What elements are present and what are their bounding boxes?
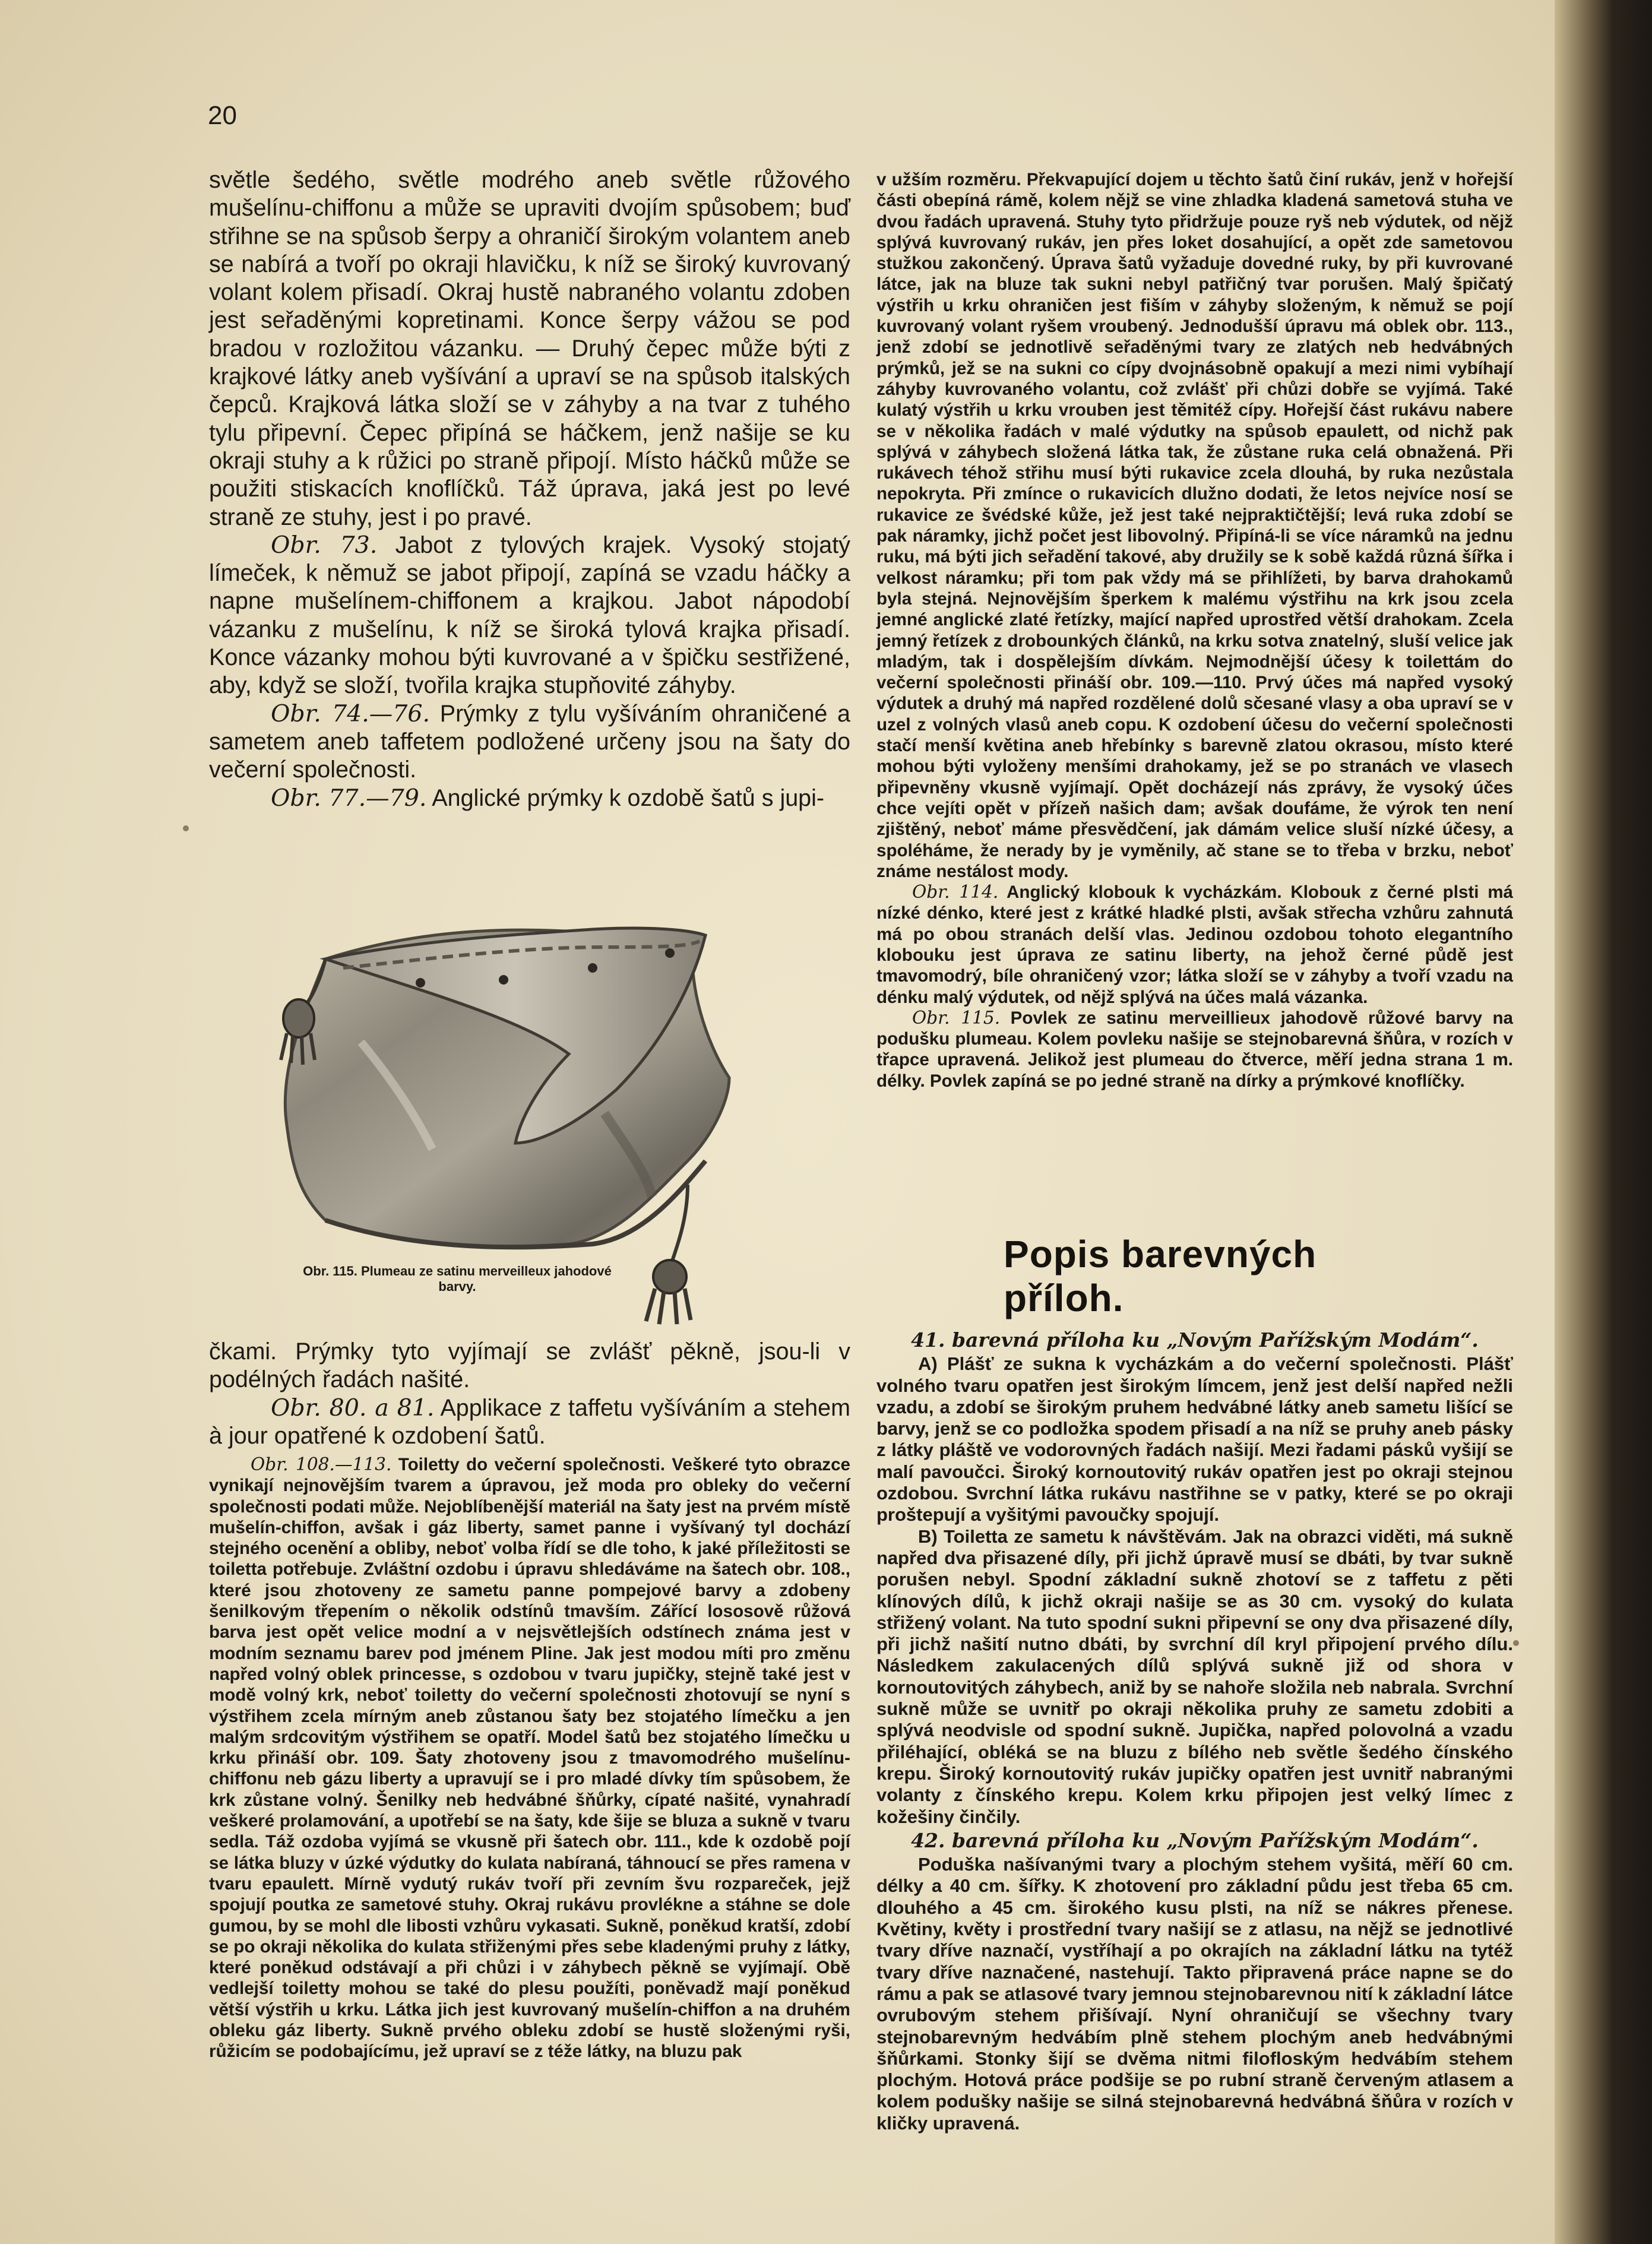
left-column-top: [209, 166, 850, 812]
figure-label: Obr. 114.: [912, 882, 999, 903]
left-paragraph-obr74: [209, 700, 850, 784]
left-paragraph-obr80: [209, 1394, 850, 1451]
button-dot: [499, 975, 508, 985]
left-paragraph-obr77: [209, 784, 850, 812]
paragraph-text: Toiletty do večerní společnosti. Veškeré tyto obrazce vynikají nejnovějším tvarem a úpravou, jež moda pro obleky do večerní společnosti podati může. Nejoblíbenější materiál na šaty jest na prvém místě mušelín-chiffon, avšak i gáz liberty, samet panne i vyšívaný tyl dochází stejného ocenění a obliby, neboť volba řídí se dle toho, k jaké příležitosti se toiletta potřebuje. Zvláštní ozdobu i úpravu shledáváme na šatech obr. 108., které jsou zhotoveny ze sametu panne pompejové barvy a zdobeny šenilkovým třepením o několik odstínů tmavším. Zářící lososově růžová barva jest opět velice modní a v nejsvětlejších odstínech známa jest v modním seznamu barev pod jménem Pline. Jak jest modou míti pro změnu napřed volný oblek princesse, s ozdobou v tvaru jupičky, stejně také jest v modě volný krk, neboť toiletty do večerní společnosti zhotovují se nyní s výstřihem zcela mírným aneb zůstanou šaty bez stojatého límečku a jen malým srdcovitým výstřihem se opatří. Model šatů bez stojatého límečku u krku přináší obr. 109. Šaty zhotoveny jsou z tmavomodrého mušelínu-chiffonu neb gázu liberty a upravují se i pro mladé dívky tím spůsobem, že krk zůstane volný. Šenilky neb hedvábné šňůrky, cípaté našité, vynahradí veškeré prolamování, a upotřebí se na šaty, kde šije se bluza a sukně v tvaru sedla. Táž ozdoba vyjímá se vkusně při šatech obr. 111., kde k ozdobě pojí se látka bluzy v úzké výdutky do kulata nabíraná, táhnoucí se přes ramena v tvaru epaulett. Mírně vydutý rukáv tvoří při zevním švu rozpareček, jejž spojují poutka ze sametové stuhy. Okraj rukávu provlékne a stáhne se dole gumou, by se mohl dle libosti vzhůru vykasati. Sukně, poněkud kratší, zdobí se po okraji několika do kulata střiženými přes sebe kladenými pruhy z látky, které poněkud odstávají a při chůzi i v záhybech pěkně se vyjímají. Obě vedlejší toiletty mohou se také do plesu použíti, poněvadž mají poněkud větší výstřih u krku. Látka jich jest kuvrovaný mušelín-chiffon a na druhém obleku gáz liberty. Sukně prvého obleku zdobí se hustě složenými ryši, růžicím se podobajícímu, jež upraví se z téže látky, na bluzu pak: [209, 1455, 850, 2062]
paragraph-text: Prýmky z tylu vyšíváním ohraničené a sametem aneb taffetem podložené určeny jsou na šaty do večerní společnosti.: [209, 700, 850, 783]
supplement-42-title: 42. barevná příloha ku „Novým Pařížským Modám“.: [911, 1828, 1479, 1852]
paragraph-text: Anglický klobouk k vycházkám. Klobouk z černé plsti má nízké dénko, které jest z krátké hladké plsti, avšak střecha vzhůru zahnutá má po obou stranách delší vlas. Jedinou ozdobou tohoto elegantního klobouku jest úprava ze satinu liberty, na jehož černé půdě jest tmavomodrý, bíle ohraničený vzor; látka složí se v záhyby a tvoří vzadu na dénku malý výdutek, od nějž splývá na účes malá vázanka.: [876, 882, 1513, 1007]
right-paragraph-obr114: [876, 882, 1513, 1008]
paragraph-text: Applikace z taffetu vyšíváním a stehem à jour opatřené k ozdobení šatů.: [209, 1394, 850, 1449]
button-dot: [665, 948, 675, 958]
left-paragraph-obr108: [209, 1454, 850, 2062]
left-paragraph-1: světle šedého, světle modrého aneb světle růžového mušelínu-chiffonu a může se upraviti dvojím spůsobem; buď střihne se na spůsob šerpy a ohraničí širokým volantem aneb se nabírá a tvoří po okraji hlavičku, k níž se široký kuvrovaný volant kolem přisadí. Okraj hustě nabraného volantu zdoben jest seřaděnými kopretinami. Konce šerpy vážou se pod bradou v rozložitou vázanku. — Druhý čepec může býti z krajkové látky aneb vyšívání a upraví se na spůsob italských čepců. Krajková látka složí se v záhyby a na tvar z tuhého tylu připevní. Čepec připíná se háčkem, jenž našije se ku okraji stuhy a k růžici po straně připojí. Místo háčků může se použiti stiskacích knoflíčků. Táž úprava, jaká jest po levé straně ze stuhy, jest i po pravé.: [209, 167, 850, 530]
left-paragraph-5: čkami. Prýmky tyto vyjímají se zvlášť pěkně, jsou-li v podélných řadách našité.: [209, 1338, 850, 1393]
print-speck: [183, 825, 189, 831]
paragraph-text: Anglické prýmky k ozdobě šatů s jupi-: [432, 784, 825, 811]
figure-label: Obr. 108.—113.: [251, 1454, 392, 1474]
supplement-42-text: Poduška našívanými tvary a plochým stehem vyšitá, měří 60 cm. délky a 40 cm. šířky. K zhotovení pro základní půdu jest třeba 65 cm. dlouhého a 45 cm. širokého kusu plsti, na níž se nákres přenese. Květiny, květy i prostřední tvary našijí se z atlasu, na nějž se jednotlivé tvary dříve naznačí, vystříhají a po okrajích na základní látku na tytéž tvary dříve naznačené, nastehují. Takto připravená práce napne se do rámu a pak se atlasové tvary jemnou stejnobarevnou nití k základní látce ovrubovým stehem přišívají. Nyní ohraničují se všechny tvary stejnobarevným hedvábím plně stehem plochým aneb hedvábnými šňůrkami. Stonky šijí se dvěma nitmi filofloským hedvábím stehem plochým. Hotová práce podšije se po rubní straně červeným atlasem a kolem podušky našije se silná stejnobarevná hedvábná šňůra v rozích v kličky upravená.: [876, 1854, 1513, 2134]
supplement-41-b: B) Toiletta ze sametu k návštěvám. Jak na obrazci viděti, má sukně napřed dva přisazené díly, při jichž úpravě musí se dbáti, by tvar sukně porušen nebyl. Spodní základní sukně zhotoví se z taffetu z pěti klínových dílů, k jichž okraji našije se as 30 cm. vysoký do kulata střižený volant. Na tuto spodní sukni připevní se ony dva přisazené díly, při jichž našití nutno dbáti, by svrchní díl kryl připojení prvého dílu. Následkem zakulacených dílů splývá sukně již od shora v kornoutovitých záhybech, aniž by se nahoře složila neb nabrala. Svrchní sukně může se uvnitř po okraji několika pruhy ze sametu zdobiti a splývá neodvisle od spodní sukně. Jupička, napřed polovolná a vzadu přiléhající, obléká se na bluzu z bílého neb světle šedého čínského krepu. Široký kornoutovitý rukáv jupičky opatřen jest uvnitř nabranými volanty z čínského krepu. Kolem krku připojen jest velký límec z kožešiny činčily.: [876, 1525, 1513, 1827]
left-column-bottom: [209, 1454, 850, 2062]
pillow-illustration: [236, 864, 759, 1327]
figure-label: Obr. 77.—79.: [271, 784, 427, 812]
supplement-41-a: A) Plášť ze sukna k vycházkám a do večerní společnosti. Plášť volného tvaru opatřen jest širokým límcem, jenž jest delší napřed nežli vzadu, a zdobí se širokým pruhem hedvábné látky aneb sametu lišící se barvy, jenž se co podložka spodem přisadí a na níž se pruhy aneb pásky z látky pláště ve vodorovných řadách našijí. Mezi řadami pásků vyšijí se malí pavoučci. Široký kornoutovitý rukáv opatřen jest po okraji stejnou ozdobou. Svrchní látka rukávu nastřihne se v patky, které se po okraji proštepují a vyšitými pavoučky spojují.: [876, 1353, 1513, 1525]
left-paragraph-obr73: [209, 531, 850, 700]
print-speck: [1513, 1640, 1519, 1646]
right-column-top: [876, 169, 1513, 1091]
page-number: 20: [208, 101, 237, 130]
book-gutter-shadow: [1555, 0, 1652, 2244]
right-column-bottom: [876, 1327, 1513, 2134]
figure-label: Obr. 74.—76.: [271, 700, 431, 727]
figure-label: Obr. 73.: [271, 531, 378, 559]
right-paragraph-1: v užším rozměru. Překvapující dojem u těchto šatů činí rukáv, jenž v hořejší části obepíná rámě, kolem nějž se vine zhladka kladená sametová stuha ve dvou řadách upravená. Stuhy tyto přidržuje pouze ryš neb výdutek, od nějž splývá kuvrovaný rukáv, jen přes loket dosahující, a opět zde sametovou stužkou zakončený. Úprava šatů vyžaduje dovedné ruky, by při kuvrované látce, jak na bluze tak sukni nebyl patřičný tvar porušen. Malý špičatý výstřih u krku ohraničen jest fiším v záhyby složeným, k němuž se pojí kuvrovaný volant ryšem vroubený. Jednodušší úpravu má oblek obr. 113., jenž zdobí se jednotlivě seřaděnými tvary ze zlatých neb hedvábných prýmků, jež se na sukni co cípy dvojnásobně opakují a mezi nimi vybíhají záhyby kuvrovaného volantu, což zvlášť při chůzi dobře se vyjímá. Také kulatý výstřih u krku vrouben jest těmitéž cípy. Hořejší část rukávu nabere se v několika řadách v malé výdutky na spůsob epaulett, od nichž pak splývá v záhybech složená látka tak, že zůstane ruka celá obnažená. Při rukávech téhož střihu musí býti rukavice zcela dlouhá, by ruka nezůstala nepokryta. Při zmínce o rukavicích dlužno dodati, že letos nejvíce nosí se rukavice ze švédské kůže, jež jest také nejpraktičtější; levá ruka zdobí se pak náramky, jichž počet jest libovolný. Připíná-li se více náramků na jednu ruku, má býti jich seřadění takové, aby družily se k sobě každá různá šířka i velkost náramku; při tom pak vždy má se přihlížeti, by barva drahokamů byla stejná. Nejnovějším šperkem k malému výstřihu na krk jsou zcela jemné anglické zlaté řetízky, mající napřed uprostřed větší drahokam. Zcela jemný řetízek z drobounkých článků, na krku sotva znatelný, sluší velice jak mladým, tak i dospělejším dívkám. Nejmodnější účesy k toilettám do večerní společnosti přináší obr. 109.—110. Prvý účes má napřed vysoký výdutek a druhý má napřed rozdělené dolů sčesané vlasy a oba upraví se v uzel z volných vlasů aneb copu. K ozdobení účesu do večerní společnosti stačí menší květina aneb hřebínky s barevně zlatou okrasou, místo které mohou býti vyloženy menšími drahokamy, jež se po stranách ve vlasech připevněny vkusně vyjímají. Opět docházejí nás zprávy, že vysoký účes chce vejíti opět v přízeň našich dam; avšak doufáme, že výrok ten není zjištěný, neboť máme přesvědčení, jak dámám velice sluší nízké účesy, a spoléháme, že nerady by je vyměnily, ač stane se to třeba v brzku, neboť známe nestálost mody.: [876, 170, 1513, 881]
button-dot: [416, 978, 425, 988]
left-column-middle: [209, 1338, 850, 1450]
tassel-bottom-right: [646, 1185, 691, 1324]
figure-label: Obr. 115.: [912, 1007, 1001, 1028]
paragraph-text: Jabot z tylových krajek. Vysoký stojatý límeček, k němuž se jabot připojí, zapíná se vzadu háčky a napne mušelínem-chiffonem a krajkou. Jabot nápodobí vázanku z mušelínu, k níž se široká tylová krajka přisadí. Konce vázanky mohou býti kuvrované a v špičku sestřižené, aby, když se složí, tvořila krajka stupňovité záhyby.: [209, 531, 850, 699]
right-paragraph-obr115: [876, 1008, 1513, 1091]
supplement-41-title: 41. barevná příloha ku „Novým Pařížským Modám“.: [911, 1328, 1479, 1352]
figure-caption: Obr. 115. Plumeau ze satinu merveilleux jahodové barvy.: [303, 1264, 612, 1294]
paragraph-text: Povlek ze satinu merveillieux jahodově růžové barvy na podušku plumeau. Kolem povleku našije se stejnobarevná šňůra, v rozích v třapce upravená. Jelikož jest plumeau do čtverce, měří jedna strana 1 m. délky. Povlek zapíná se po jedné straně na dírky a prýmkové knoflíčky.: [876, 1008, 1513, 1091]
button-dot: [588, 963, 597, 973]
section-heading: Popis barevných příloh.: [1004, 1233, 1317, 1319]
figure-label: Obr. 80. a 81.: [271, 1394, 435, 1422]
